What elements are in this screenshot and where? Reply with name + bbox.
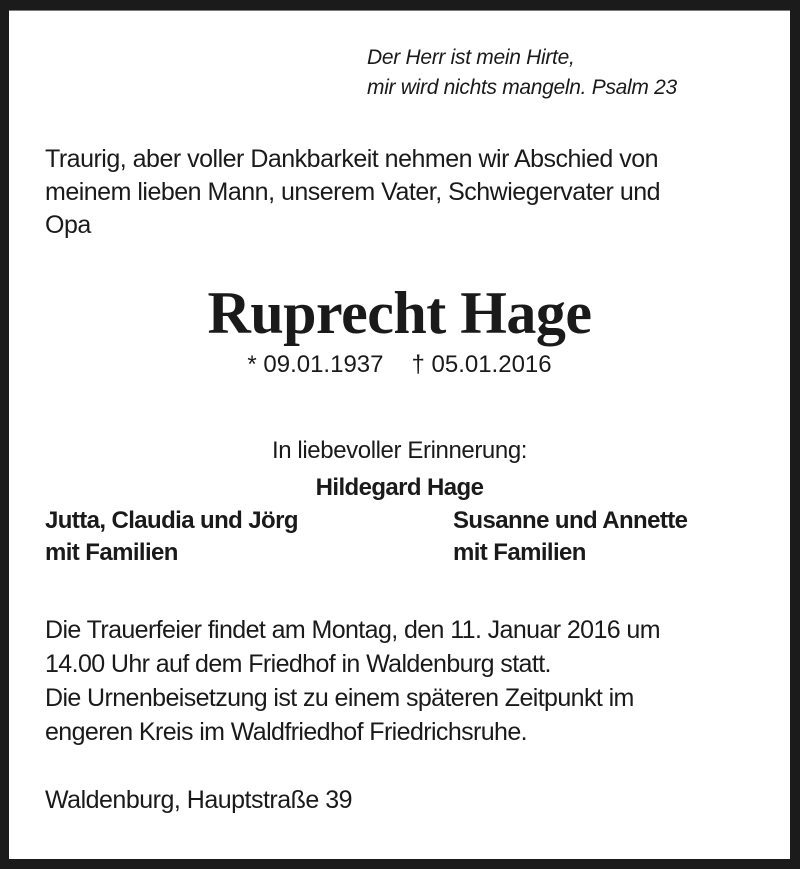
psalm-quote — [367, 43, 677, 103]
service-line: Die Urnenbeisetzung ist zu einem späteren Zeitpunkt im — [45, 684, 634, 712]
life-dates — [9, 350, 790, 380]
family-address: Waldenburg, Hauptstraße 39 — [45, 786, 353, 814]
service-line: 14.00 Uhr auf dem Friedhof in Waldenburg statt. — [45, 650, 551, 678]
obituary-notice — [9, 10, 790, 859]
mourners-right — [453, 505, 687, 569]
mourner-line: mit Familien — [45, 539, 178, 566]
service-line: Die Trauerfeier findet am Montag, den 11. Januar 2016 um — [45, 616, 660, 644]
intro-line: Opa — [45, 211, 91, 239]
psalm-line: Der Herr ist mein Hirte, — [367, 46, 575, 69]
widow-name: Hildegard Hage — [315, 474, 484, 501]
psalm-line: mir wird nichts mangeln. Psalm 23 — [367, 76, 677, 99]
birth-date: * 09.01.1937 — [247, 351, 384, 378]
death-date: † 05.01.2016 — [411, 351, 552, 378]
mourner-line: Jutta, Claudia und Jörg — [45, 507, 298, 534]
mourner-line: mit Familien — [453, 539, 586, 566]
memory-heading: In liebevoller Erinnerung: — [271, 437, 528, 464]
deceased-name: Ruprecht Hage — [207, 280, 592, 346]
service-info — [45, 613, 660, 749]
intro-line: Traurig, aber voller Dankbarkeit nehmen wir Abschied von — [45, 145, 659, 173]
mourners-left — [45, 505, 298, 569]
service-line: engeren Kreis im Waldfriedhof Friedrichsruhe. — [45, 718, 528, 746]
intro-line: meinem lieben Mann, unserem Vater, Schwiegervater und — [45, 178, 661, 206]
intro-text — [45, 143, 660, 242]
mourner-line: Susanne und Annette — [453, 507, 688, 534]
